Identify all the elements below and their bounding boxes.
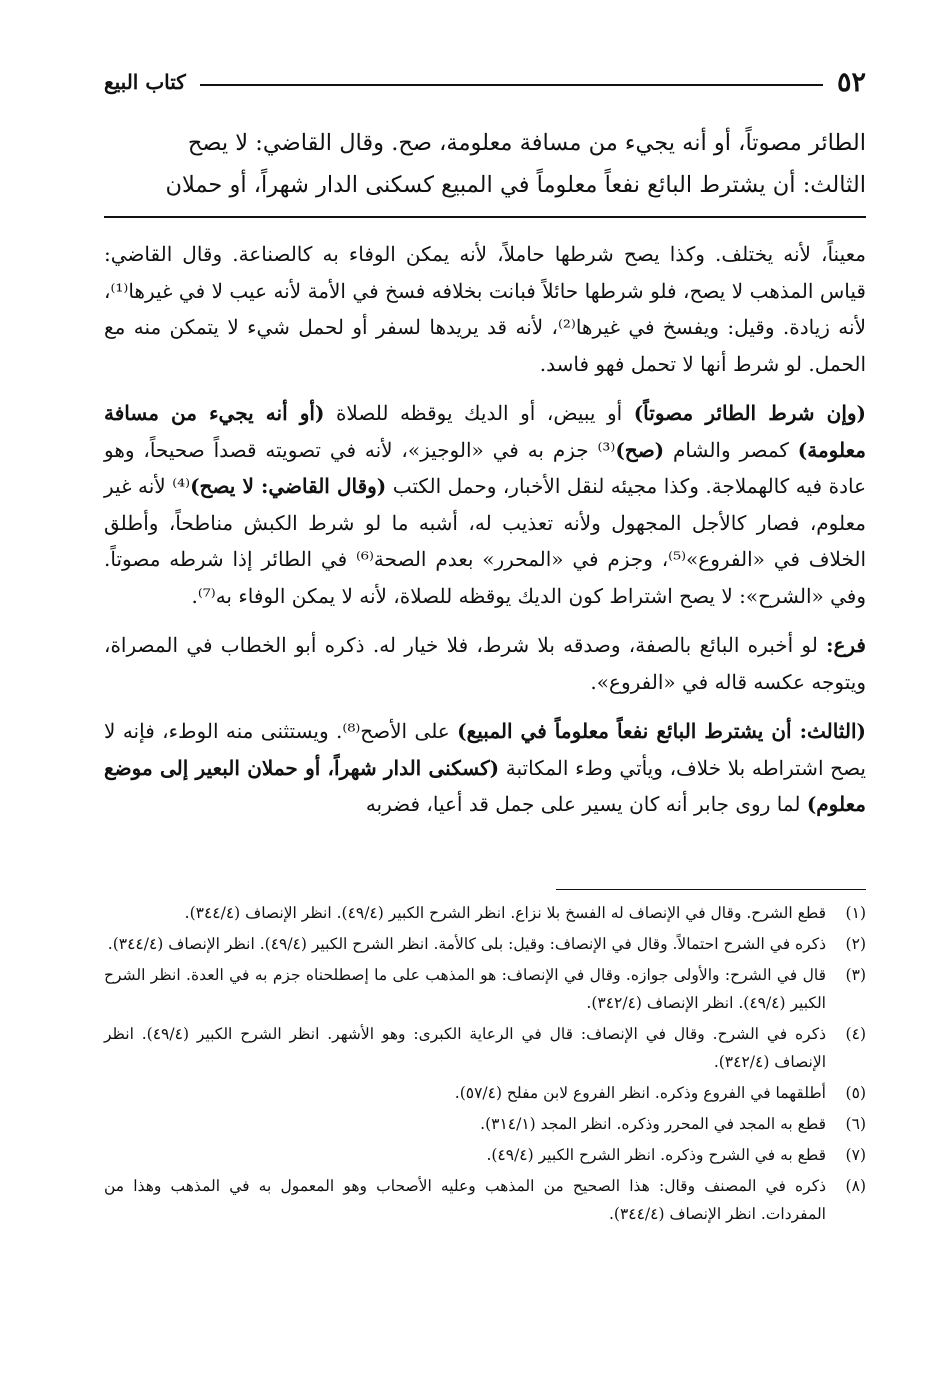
footnote-number: (٥) <box>845 1084 866 1102</box>
footnote-number: (٤) <box>845 1025 866 1043</box>
commentary-paragraph <box>104 627 866 700</box>
commentary-span: ⁽³⁾ جزم به في «الوجيز»، لأنه في تصويته قصداً صحيحاً، وهو عادة فيه كالهملاجة. وكذا مجيئه لنقل الأخبار، وحمل الكتب <box>104 437 866 498</box>
commentary-paragraph: معيناً، لأنه يختلف. وكذا يصح شرطها حاملاً، لأنه يمكن الوفاء به كالصناعة. وقال القاضي: قياس المذهب لا يصح، فلو شرطها حائلاً فبانت بخلافه فسخ في الأمة لأنه عيب لا في غيرها⁽¹⁾، لأنه زيادة. وقيل: ويفسخ في غيرها⁽²⁾، لأنه قد يريدها لسفر أو لحمل شيء لا يتمكن منه مع الحمل. لو شرط أنها لا تحمل فهو فاسد. <box>104 242 866 376</box>
page-number: ٥٢ <box>836 66 866 98</box>
footnote <box>104 1141 866 1169</box>
page-header <box>104 62 866 102</box>
footnotes <box>104 899 866 1231</box>
bold-matn-quote: (وقال القاضي: لا يصح) <box>190 474 387 498</box>
bold-far-label: فرع: <box>826 633 866 657</box>
matn-separator <box>104 216 866 218</box>
footnote-text: ذكره في الشرح احتمالاً. وقال في الإنصاف: وقيل: بلى كالأمة. انظر الشرح الكبير (٤٩/٤). انظر الإنصاف (٣٤٤/٤). <box>107 935 826 953</box>
commentary-text <box>104 236 866 836</box>
footnote-number: (٨) <box>845 1177 866 1195</box>
matn-line: الطائر مصوتاً، أو أنه يجيء من مسافة معلومة، صح. وقال القاضي: لا يصح <box>187 130 866 156</box>
bold-matn-quote: (كسكنى الدار شهراً، أو حملان البعير إلى موضع معلوم) <box>104 755 866 816</box>
commentary-span: ⁽⁴⁾ لأنه غير معلوم، فصار كالأجل المجهول ولأنه تعذيب له، أشبه ما لو شرط الكبش مناطحاً، وأطلق الخلاف في «الفروع»⁽⁵⁾، وجزم في «المحرر» بعدم الصحة⁽⁶⁾ في الطائر إذا شرطه مصوتاً. وفي «الشرح»: لا يصح اشتراط كون الديك يوقظه للصلاة، لأنه لا يمكن الوفاء به⁽⁷⁾. <box>104 474 867 608</box>
matn-text <box>104 122 866 206</box>
footnote-text: قطع الشرح. وقال في الإنصاف له الفسخ بلا نزاع. انظر الشرح الكبير (٤٩/٤). انظر الإنصاف (٣٤٤/٤). <box>184 904 826 922</box>
footnote <box>104 930 866 958</box>
footnote <box>104 1172 866 1228</box>
commentary-paragraph <box>104 713 866 823</box>
bold-matn-quote: (وإن شرط الطائر مصوتاً) <box>633 401 867 425</box>
bold-matn-quote: (صح) <box>615 437 665 462</box>
commentary-span: لو أخبره البائع بالصفة، وصدقه بلا شرط، فلا خيار له. ذكره أبو الخطاب في المصراة، ويتوجه عكسه قاله في «الفروع». <box>104 633 866 694</box>
footnote-number: (٣) <box>845 966 866 984</box>
header-rule <box>200 84 823 86</box>
footnote-number: (٧) <box>845 1146 866 1164</box>
running-title: كتاب البيع <box>104 70 186 94</box>
commentary-span: على الأصح⁽⁸⁾. ويستثنى منه الوطء، فإنه لا يصح اشتراطه بلا خلاف، ويأتي وطء المكاتبة <box>104 719 866 780</box>
bold-matn-quote: (الثالث: أن يشترط البائع نفعاً معلوماً في المبيع) <box>457 719 866 743</box>
footnote <box>104 899 866 927</box>
matn-line: الثالث: أن يشترط البائع نفعاً معلوماً في المبيع كسكنى الدار شهراً، أو حملان <box>165 172 866 198</box>
footnote-number: (٦) <box>845 1115 866 1133</box>
footnote <box>104 961 866 1017</box>
footnote <box>104 1079 866 1107</box>
footnote <box>104 1020 866 1076</box>
bold-matn-quote: (أو أنه يجيء من مسافة معلومة) <box>104 401 866 462</box>
footnote-text: قطع به المجد في المحرر وذكره. انظر المجد (٣١٤/١). <box>480 1115 826 1133</box>
footnote-number: (٢) <box>845 935 866 953</box>
footnote-text: ذكره في الشرح. وقال في الإنصاف: قال في الرعاية الكبرى: وهو الأشهر. انظر الشرح الكبير (٤٩/٤). انظر الإنصاف (٣٤٢/٤). <box>104 1025 826 1071</box>
footnote-number: (١) <box>845 904 866 922</box>
footnote-text: ذكره في المصنف وقال: هذا الصحيح من المذهب وعليه الأصحاب وهو المعمول به في المذهب وهذا من المفردات. انظر الإنصاف (٣٤٤/٤). <box>104 1177 826 1223</box>
commentary-span: أو يبيض، أو الديك يوقظه للصلاة <box>324 401 634 425</box>
footnote-text: قطع به في الشرح وذكره. انظر الشرح الكبير (٤٩/٤). <box>486 1146 826 1164</box>
commentary-paragraph <box>104 395 866 614</box>
commentary-span: لما روى جابر أنه كان يسير على جمل قد أعيا، فضربه <box>365 792 807 816</box>
footnote-text: أطلقهما في الفروع وذكره. انظر الفروع لابن مفلح (٥٧/٤). <box>454 1084 826 1102</box>
footnote <box>104 1110 866 1138</box>
commentary-span: كمصر والشام <box>664 437 798 462</box>
footnote-separator <box>556 889 866 890</box>
footnote-text: قال في الشرح: والأولى جوازه. وقال في الإنصاف: هو المذهب على ما إصطلحناه جزم به في العدة. انظر الشرح الكبير (٤٩/٤). انظر الإنصاف (٣٤٢/٤). <box>104 966 826 1012</box>
